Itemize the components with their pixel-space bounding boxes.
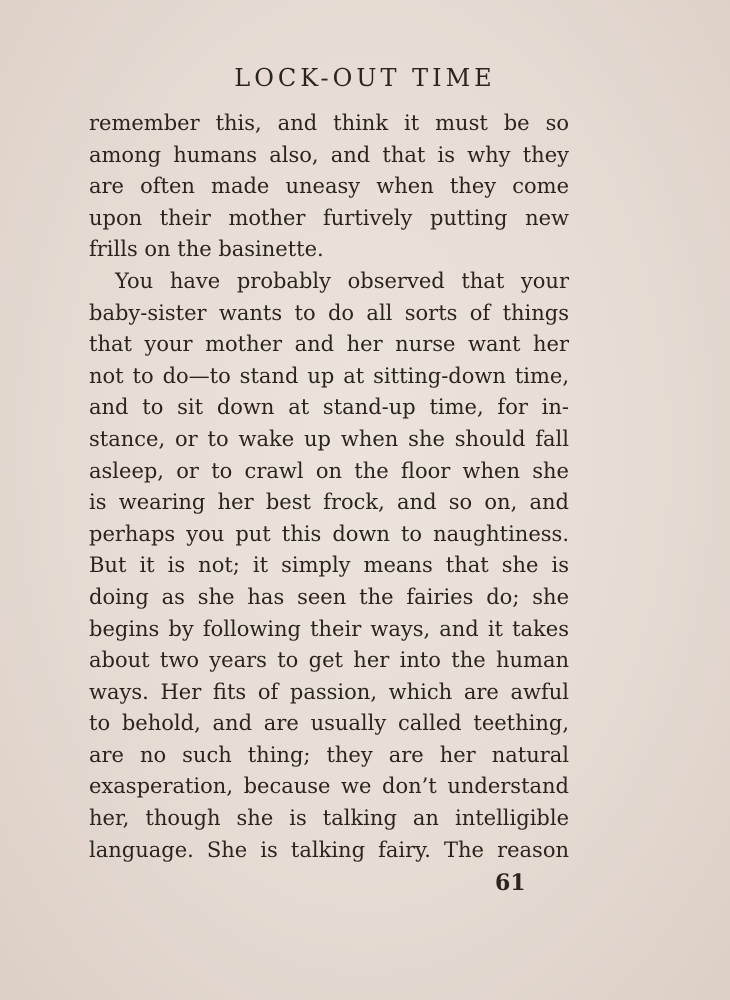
text-line: about two years to get her into the human xyxy=(89,648,569,673)
text-line: ways. Her fits of passion, which are awful xyxy=(89,679,569,704)
text-line: and to sit down at stand-up time, for in- xyxy=(89,395,569,420)
text-line: begins by following their ways, and it takes xyxy=(89,616,569,641)
text-line: remember this, and think it must be so xyxy=(89,111,569,135)
text-line: are often made uneasy when they come xyxy=(89,174,569,199)
text-line: that your mother and her nurse want her xyxy=(89,332,569,357)
text-line: baby-sister wants to do all sorts of things xyxy=(89,300,569,325)
text-line: is wearing her best frock, and so on, and xyxy=(89,490,569,515)
text-line: You have probably observed that your xyxy=(115,268,569,293)
text-line: are no such thing; they are her natural xyxy=(89,742,569,767)
text-line: asleep, or to crawl on the floor when she xyxy=(89,458,569,483)
text-line: doing as she has seen the fairies do; she xyxy=(89,584,569,609)
text-line: to behold, and are usually called teething, xyxy=(89,711,569,736)
text-line: frills on the basinette. xyxy=(89,237,324,262)
text-line: her, though she is talking an intelligible xyxy=(89,806,569,831)
text-line: exasperation, because we don’t understand xyxy=(89,774,569,799)
text-line: language. She is talking fairy. The reason xyxy=(89,837,569,862)
body-text xyxy=(89,108,569,866)
text-line: perhaps you put this down to naughtiness. xyxy=(89,521,569,546)
text-line: upon their mother furtively putting new xyxy=(89,205,569,230)
text-line: But it is not; it simply means that she is xyxy=(89,553,569,578)
text-line: among humans also, and that is why they xyxy=(89,142,569,167)
running-title: LOCK-OUT TIME xyxy=(234,64,496,92)
text-line: stance, or to wake up when she should fall xyxy=(89,426,569,451)
text-line: not to do—to stand up at sitting-down time, xyxy=(89,363,569,388)
page-number: 61 xyxy=(495,870,526,896)
